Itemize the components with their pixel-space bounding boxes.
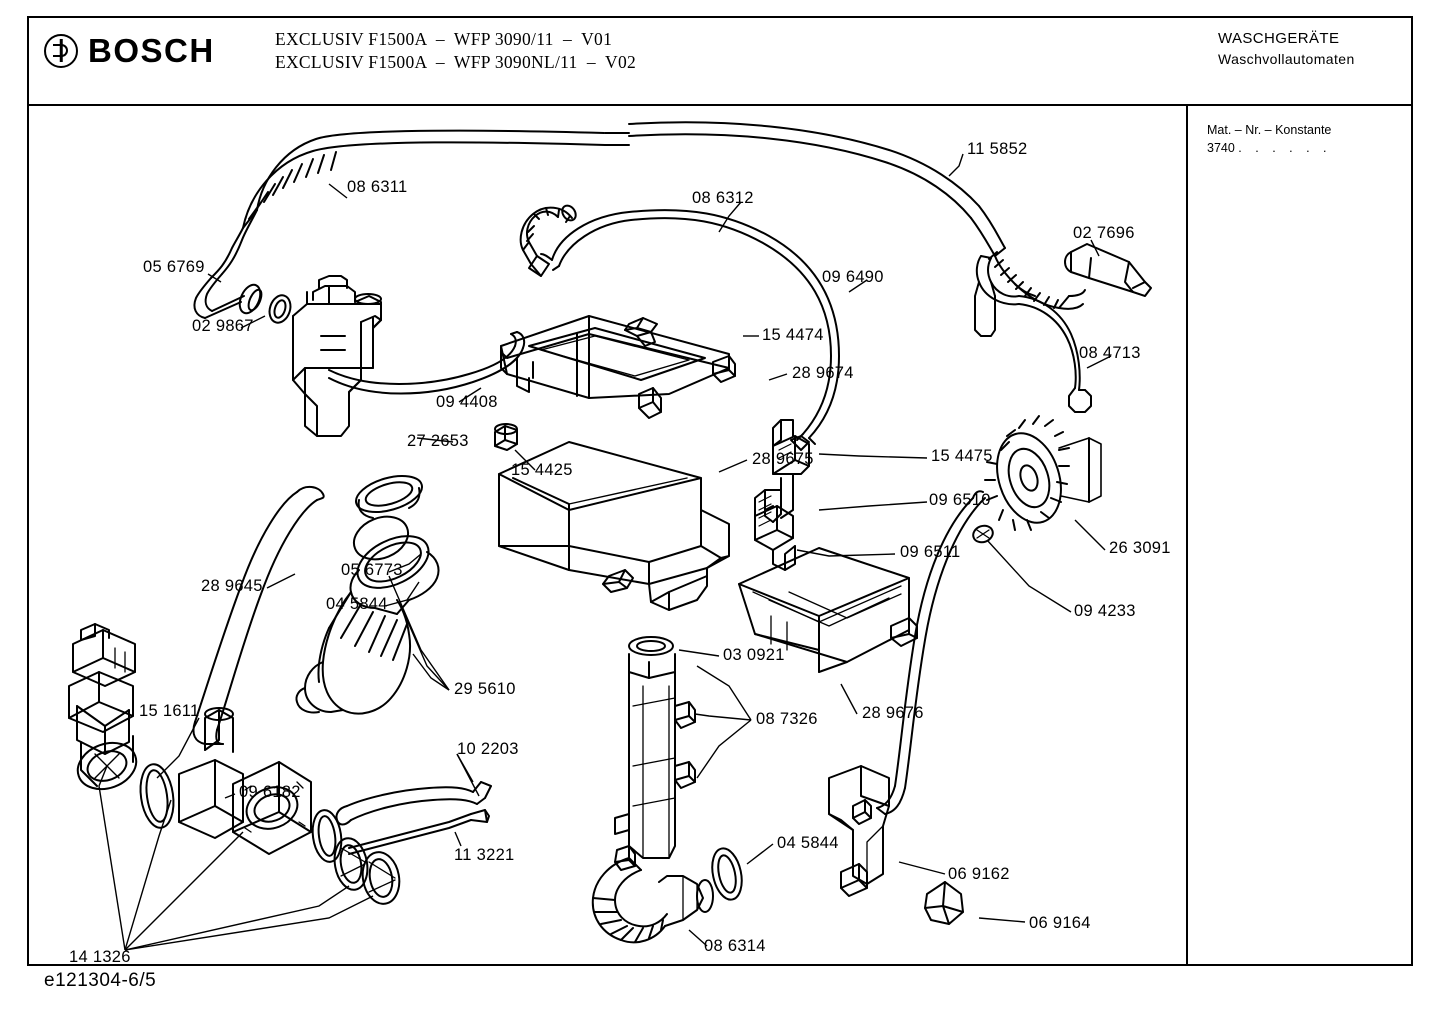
exploded-diagram <box>29 106 1186 966</box>
part-label: 09 6510 <box>929 491 991 509</box>
mat-nr-label: Mat. – Nr. – Konstante <box>1207 123 1332 137</box>
part-label: 11 3221 <box>454 846 515 864</box>
part-label: 02 7696 <box>1073 224 1135 242</box>
part-label: 09 4408 <box>436 393 498 411</box>
part-label: 09 4233 <box>1074 602 1136 620</box>
bosch-logo <box>44 30 259 72</box>
part-label: 02 9867 <box>192 317 254 335</box>
part-label: 28 9676 <box>862 704 924 722</box>
part-label: 03 0921 <box>723 646 785 664</box>
part-label: 15 1611 <box>139 702 200 720</box>
part-label: 28 9645 <box>201 577 263 595</box>
diagram-artwork <box>29 106 1186 966</box>
model-line-2: EXCLUSIV F1500A – WFP 3090NL/11 – V02 <box>275 52 637 72</box>
category-line-2: Waschvollautomaten <box>1218 51 1355 67</box>
part-label: 08 4713 <box>1079 344 1141 362</box>
category-line-1: WASCHGERÄTE <box>1218 30 1340 47</box>
part-label: 28 9675 <box>752 450 814 468</box>
part-label: 15 4475 <box>931 447 993 465</box>
part-label: 06 9164 <box>1029 914 1091 932</box>
model-designation <box>275 28 636 74</box>
bosch-armature-icon <box>44 34 78 68</box>
product-category <box>1218 28 1355 70</box>
part-label: 09 6182 <box>239 783 301 801</box>
material-number-block <box>1207 121 1332 157</box>
part-label: 15 4425 <box>511 461 573 479</box>
part-label: 08 6311 <box>347 178 408 196</box>
part-label: 10 2203 <box>457 740 519 758</box>
part-label: 05 6773 <box>341 561 403 579</box>
part-label: 27 2653 <box>407 432 469 450</box>
part-label: 11 5852 <box>967 140 1028 158</box>
part-label: 04 5844 <box>777 834 839 852</box>
part-label: 09 6511 <box>900 543 961 561</box>
part-label: 14 1326 <box>69 948 131 966</box>
part-label: 29 5610 <box>454 680 516 698</box>
part-label: 28 9674 <box>792 364 854 382</box>
part-label: 15 4474 <box>762 326 824 344</box>
part-label: 04 5844 <box>326 595 388 613</box>
part-label: 05 6769 <box>143 258 205 276</box>
mat-nr-dots: . . . . . . <box>1238 141 1332 155</box>
part-label: 09 6490 <box>822 268 884 286</box>
part-label: 26 3091 <box>1109 539 1171 557</box>
part-label: 06 9162 <box>948 865 1010 883</box>
part-label: 08 6314 <box>704 937 766 955</box>
bosch-wordmark: BOSCH <box>88 32 215 69</box>
info-column-divider <box>1186 104 1188 966</box>
model-line-1: EXCLUSIV F1500A – WFP 3090/11 – V01 <box>275 29 613 49</box>
part-label: 08 7326 <box>756 710 818 728</box>
mat-nr-value: 3740 <box>1207 141 1235 155</box>
document-code: e121304-6/5 <box>44 970 157 991</box>
part-label: 08 6312 <box>692 189 754 207</box>
